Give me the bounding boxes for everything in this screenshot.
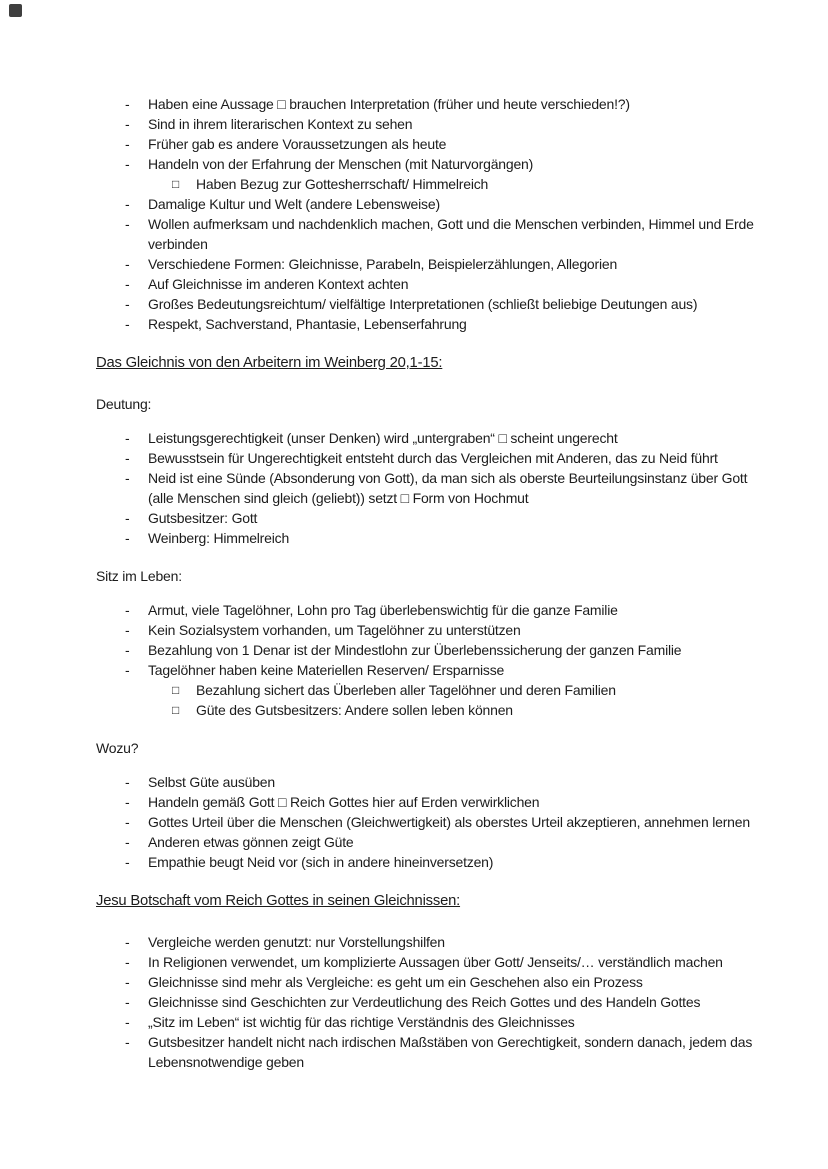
corner-mark <box>9 4 22 17</box>
dash-bullet: - <box>125 430 130 446</box>
list-item <box>96 792 758 812</box>
dash-bullet: - <box>125 510 130 526</box>
list-item-text: Haben eine Aussage □ brauchen Interpretation (früher und heute verschieden!?) <box>148 96 630 112</box>
dash-bullet: - <box>125 622 130 638</box>
list-item-text: Damalige Kultur und Welt (andere Lebensweise) <box>148 196 440 212</box>
dash-bullet: - <box>125 216 130 232</box>
dash-bullet: - <box>125 602 130 618</box>
label-wozu: Wozu? <box>96 740 139 756</box>
dash-bullet: - <box>125 156 130 172</box>
list-item-text: Handeln von der Erfahrung der Menschen (mit Naturvorgängen) <box>148 156 534 172</box>
label-sitz-im-leben: Sitz im Leben: <box>96 568 182 584</box>
list-item-text: Tagelöhner haben keine Materiellen Reserven/ Ersparnisse <box>148 662 505 678</box>
dash-bullet: - <box>125 316 130 332</box>
list-item <box>96 214 758 254</box>
dash-bullet: - <box>125 276 130 292</box>
list-item-text: Empathie beugt Neid vor (sich in andere hineinversetzen) <box>148 854 494 870</box>
dash-bullet: - <box>125 662 130 678</box>
list-item-text: Anderen etwas gönnen zeigt Güte <box>148 834 354 850</box>
list-item <box>96 428 758 448</box>
list-item-text: Großes Bedeutungsreichtum/ vielfältige Interpretationen (schließt beliebige Deutungen aus) <box>148 296 698 312</box>
dash-bullet: - <box>125 470 130 486</box>
list-item-text: Sind in ihrem literarischen Kontext zu sehen <box>148 116 413 132</box>
dash-bullet: - <box>125 854 130 870</box>
list-item <box>96 508 758 528</box>
bullet-list-intro <box>96 94 758 334</box>
list-item-text: Verschiedene Formen: Gleichnisse, Parabeln, Beispielerzählungen, Allegorien <box>148 256 618 272</box>
list-item-text: Bewusstsein für Ungerechtigkeit entsteht durch das Vergleichen mit Anderen, das zu Neid führt <box>148 450 718 466</box>
list-item-text: Bezahlung sichert das Überleben aller Tagelöhner und deren Familien <box>196 682 616 698</box>
dash-bullet: - <box>125 1034 130 1050</box>
list-item <box>96 992 758 1012</box>
dash-bullet: - <box>125 196 130 212</box>
list-item-text: Gottes Urteil über die Menschen (Gleichwertigkeit) als oberstes Urteil akzeptieren, annehmen lernen <box>148 814 750 830</box>
list-item-text: Haben Bezug zur Gottesherrschaft/ Himmelreich <box>196 176 489 192</box>
box-bullet: □ <box>172 177 180 191</box>
list-item-text: Selbst Güte ausüben <box>148 774 275 790</box>
list-item <box>96 294 758 314</box>
list-item <box>96 972 758 992</box>
box-bullet: □ <box>172 703 180 717</box>
list-subitem <box>96 700 758 720</box>
list-item-text: „Sitz im Leben“ ist wichtig für das richtige Verständnis des Gleichnisses <box>148 1014 575 1030</box>
list-item <box>96 194 758 214</box>
list-item <box>96 448 758 468</box>
list-item-text: Handeln gemäß Gott □ Reich Gottes hier auf Erden verwirklichen <box>148 794 540 810</box>
dash-bullet: - <box>125 774 130 790</box>
bullet-list-botschaft <box>96 932 758 1072</box>
dash-bullet: - <box>125 814 130 830</box>
list-subitem <box>96 680 758 700</box>
list-item <box>96 620 758 640</box>
list-item-text: Gutsbesitzer handelt nicht nach irdischen Maßstäben von Gerechtigkeit, sondern danach, jedem das Lebensnotwendige geben <box>148 1034 753 1070</box>
dash-bullet: - <box>125 530 130 546</box>
list-item-text: Neid ist eine Sünde (Absonderung von Gott), da man sich als oberste Beurteilungsinstanz über Gott (alle Menschen sind gleich (geliebt)) setzt □ Form von Hochmut <box>148 470 748 506</box>
list-item <box>96 660 758 680</box>
dash-bullet: - <box>125 1014 130 1030</box>
list-item-text: Armut, viele Tagelöhner, Lohn pro Tag überlebenswichtig für die ganze Familie <box>148 602 618 618</box>
list-item <box>96 94 758 114</box>
list-item <box>96 640 758 660</box>
list-item <box>96 314 758 334</box>
list-item <box>96 134 758 154</box>
list-item <box>96 468 758 508</box>
list-item-text: Gleichnisse sind Geschichten zur Verdeutlichung des Reich Gottes und des Handeln Gottes <box>148 994 701 1010</box>
dash-bullet: - <box>125 116 130 132</box>
list-item-text: Auf Gleichnisse im anderen Kontext achten <box>148 276 409 292</box>
list-item <box>96 812 758 832</box>
list-item <box>96 114 758 134</box>
list-item <box>96 1012 758 1032</box>
list-item <box>96 154 758 174</box>
dash-bullet: - <box>125 954 130 970</box>
list-item <box>96 274 758 294</box>
list-item-text: In Religionen verwendet, um komplizierte Aussagen über Gott/ Jenseits/… verständlich machen <box>148 954 723 970</box>
bullet-list-deutung <box>96 428 758 548</box>
list-item <box>96 528 758 548</box>
dash-bullet: - <box>125 974 130 990</box>
list-item <box>96 600 758 620</box>
dash-bullet: - <box>125 256 130 272</box>
list-item <box>96 254 758 274</box>
list-item-text: Weinberg: Himmelreich <box>148 530 290 546</box>
list-item <box>96 832 758 852</box>
dash-bullet: - <box>125 642 130 658</box>
box-bullet: □ <box>172 683 180 697</box>
list-item <box>96 852 758 872</box>
section-heading-jesu-botschaft: Jesu Botschaft vom Reich Gottes in seinen Gleichnissen: <box>96 893 461 909</box>
dash-bullet: - <box>125 994 130 1010</box>
list-item-text: Früher gab es andere Voraussetzungen als heute <box>148 136 447 152</box>
list-item <box>96 772 758 792</box>
list-item <box>96 1032 758 1072</box>
dash-bullet: - <box>125 296 130 312</box>
section-heading-weinberg: Das Gleichnis von den Arbeitern im Weinberg 20,1-15: <box>96 355 443 371</box>
list-item-text: Respekt, Sachverstand, Phantasie, Lebenserfahrung <box>148 316 467 332</box>
list-item-text: Gutsbesitzer: Gott <box>148 510 258 526</box>
dash-bullet: - <box>125 934 130 950</box>
label-deutung: Deutung: <box>96 396 152 412</box>
list-item-text: Güte des Gutsbesitzers: Andere sollen leben können <box>196 702 513 718</box>
list-item-text: Leistungsgerechtigkeit (unser Denken) wird „untergraben“ □ scheint ungerecht <box>148 430 618 446</box>
dash-bullet: - <box>125 794 130 810</box>
dash-bullet: - <box>125 136 130 152</box>
dash-bullet: - <box>125 834 130 850</box>
list-item-text: Vergleiche werden genutzt: nur Vorstellungshilfen <box>148 934 445 950</box>
list-subitem <box>96 174 758 194</box>
list-item-text: Gleichnisse sind mehr als Vergleiche: es geht um ein Geschehen also ein Prozess <box>148 974 643 990</box>
dash-bullet: - <box>125 96 130 112</box>
list-item-text: Bezahlung von 1 Denar ist der Mindestlohn zur Überlebenssicherung der ganzen Familie <box>148 642 682 658</box>
dash-bullet: - <box>125 450 130 466</box>
list-item <box>96 932 758 952</box>
list-item-text: Kein Sozialsystem vorhanden, um Tagelöhner zu unterstützen <box>148 622 521 638</box>
list-item <box>96 952 758 972</box>
list-item-text: Wollen aufmerksam und nachdenklich machen, Gott und die Menschen verbinden, Himmel und Erde verbinden <box>148 216 754 252</box>
bullet-list-sitz-im-leben <box>96 600 758 720</box>
bullet-list-wozu <box>96 772 758 872</box>
